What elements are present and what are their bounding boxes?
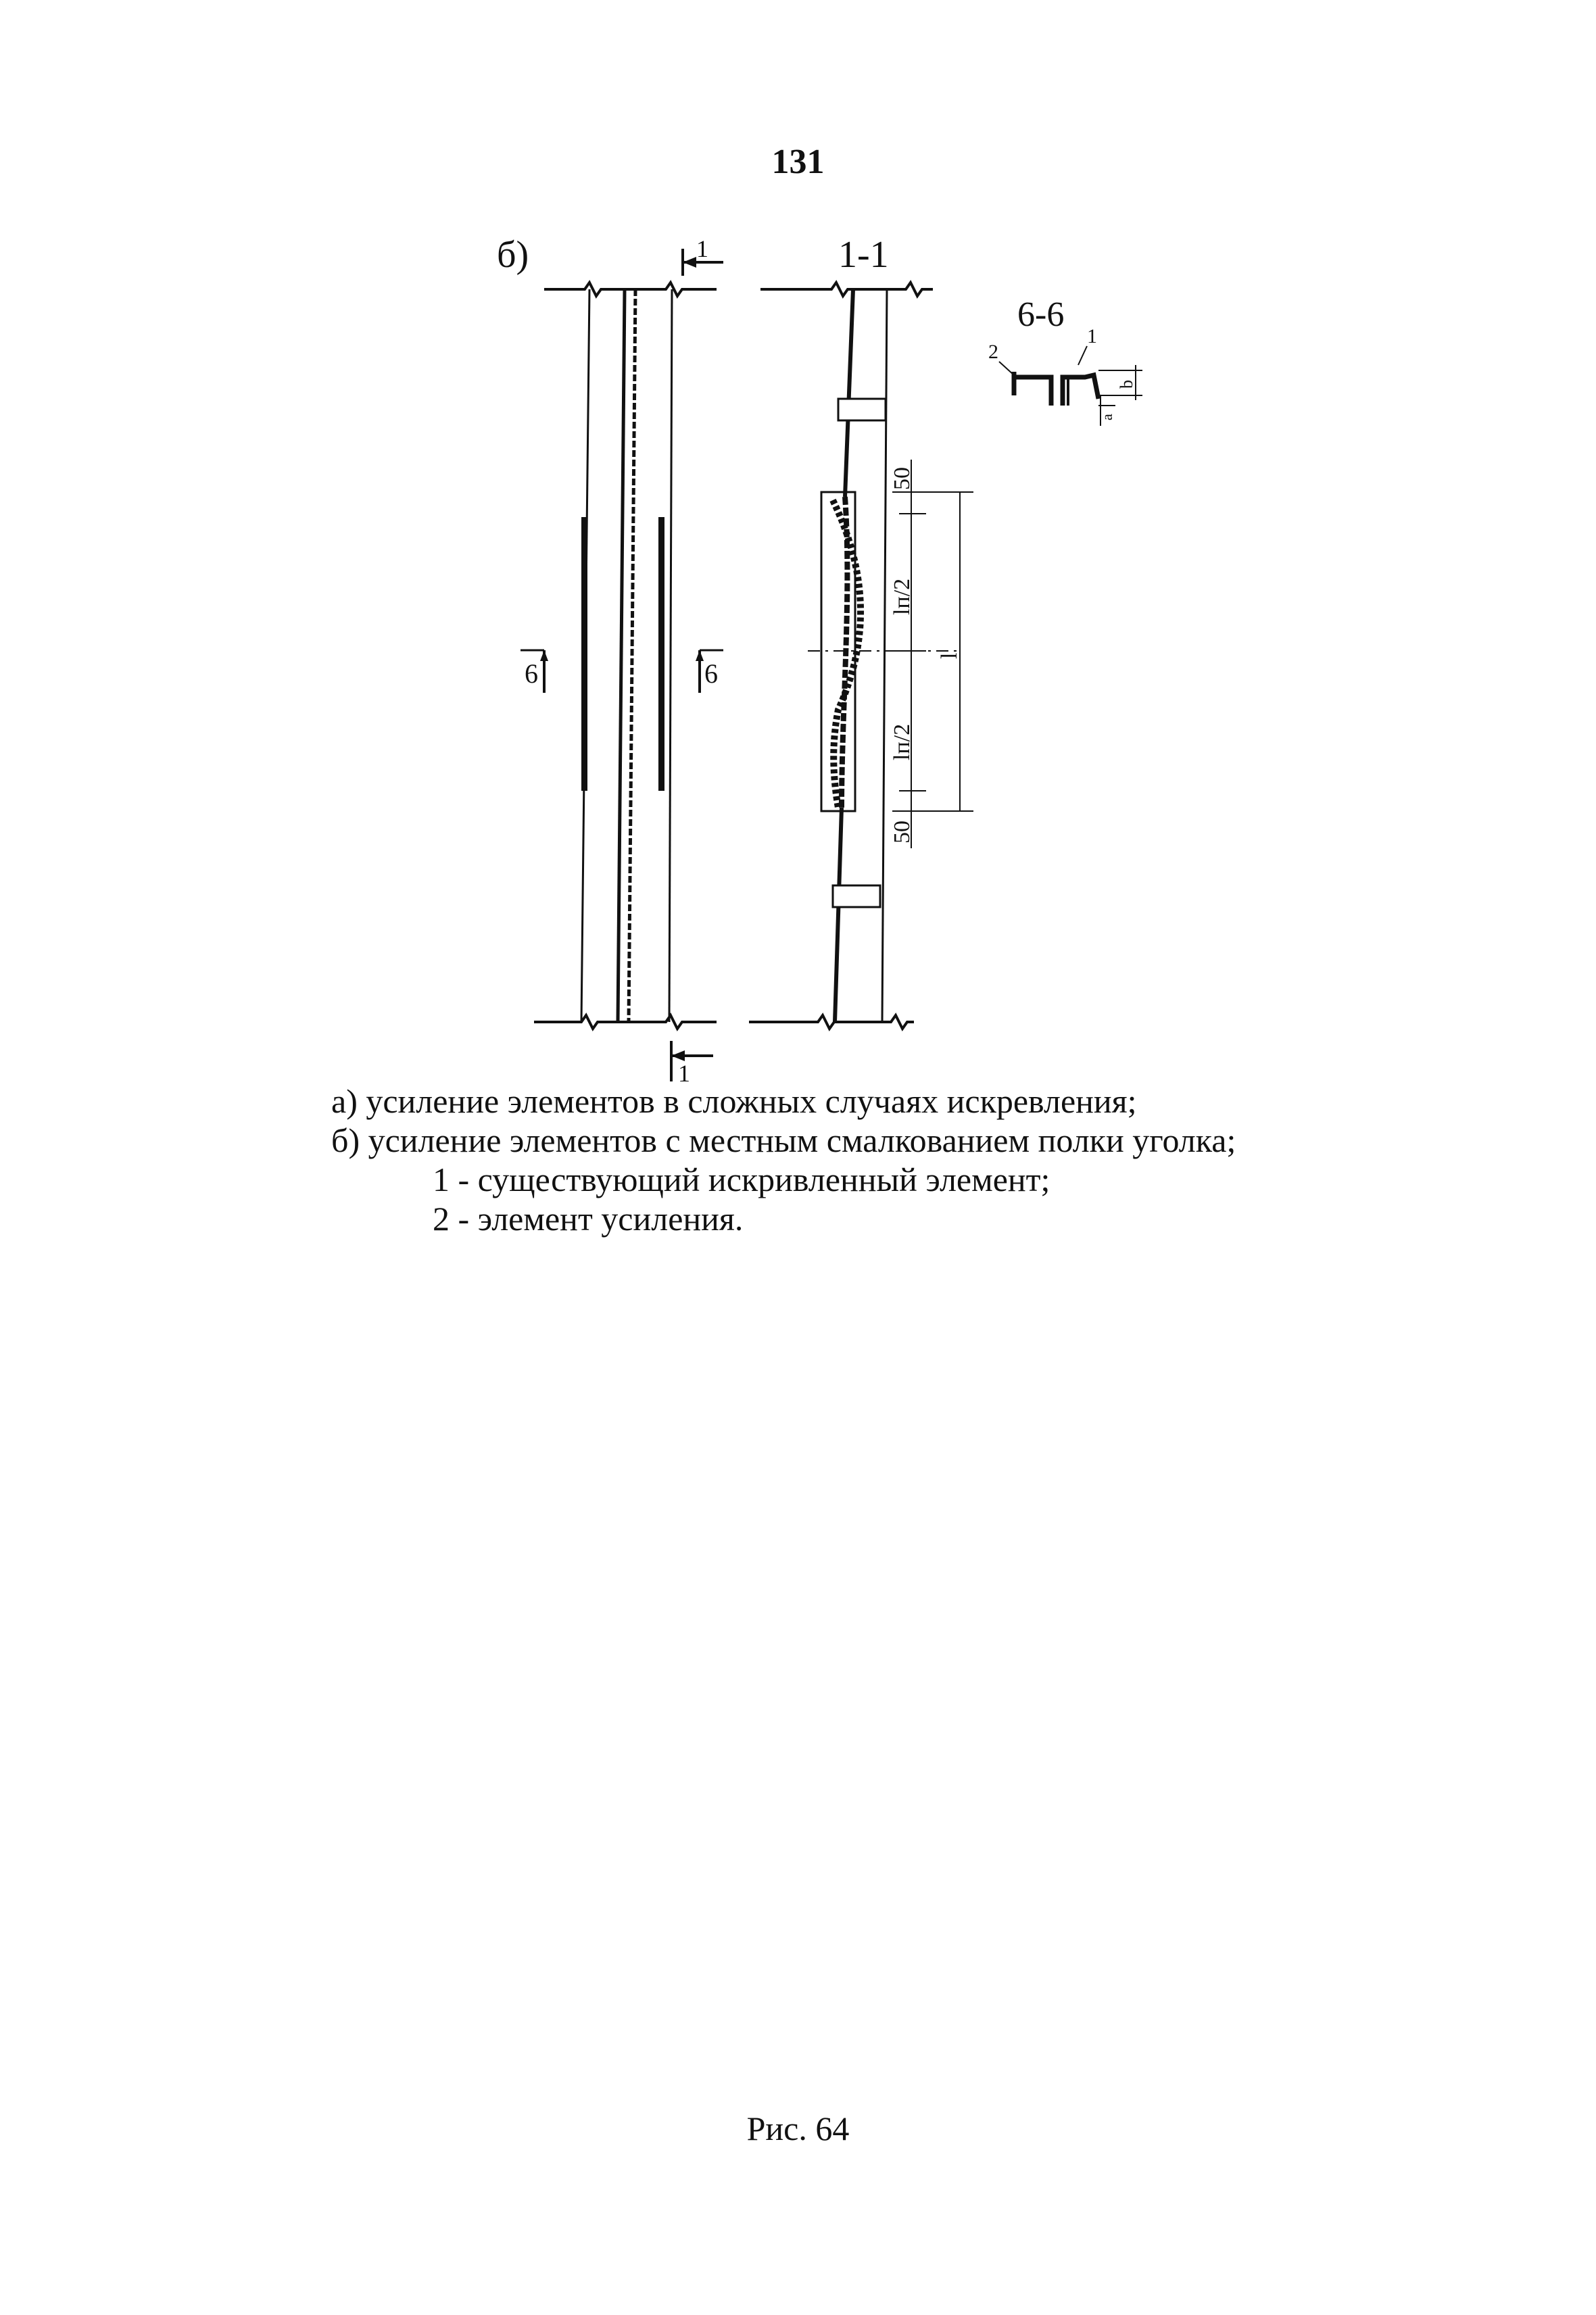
spacer-bottom [833, 885, 880, 907]
existing-element-line-1 [618, 289, 625, 1022]
element-edge-right [669, 289, 672, 1022]
dim-b: b [1117, 380, 1136, 389]
dim-50-bottom: 50 [890, 821, 915, 844]
view-b-label: б) [497, 234, 529, 276]
cut-mark-top [683, 235, 723, 276]
figure-label: Рис. 64 [746, 2110, 850, 2147]
break-line-bottom [534, 1015, 717, 1029]
figure-caption [331, 1081, 1236, 1238]
break-line-top-1-1 [760, 283, 933, 296]
callout-1: 1 [1087, 325, 1097, 347]
dim-l: l [937, 652, 962, 659]
caption-item-1: 1 - существующий искривленный элемент; [433, 1161, 1050, 1198]
existing-element-side-top [845, 289, 853, 497]
break-line-top [544, 283, 717, 296]
view-6-6 [988, 295, 1142, 426]
view-6-6-title: 6-6 [1017, 295, 1065, 334]
dimension-chain [890, 460, 973, 848]
section-mark-left [521, 650, 548, 693]
spacer-top [838, 399, 886, 420]
view-1-1 [749, 234, 973, 1029]
view-1-1-title: 1-1 [838, 234, 889, 276]
break-line-bottom-1-1 [749, 1015, 914, 1029]
existing-element-side-curved [842, 497, 847, 808]
cut-mark-bottom-label: 1 [678, 1060, 690, 1087]
view-b [497, 234, 723, 1087]
cut-mark-top-label: 1 [696, 235, 708, 262]
reinforcement-angle-section [1014, 372, 1051, 406]
section-mark-right [696, 650, 723, 693]
dim-50-top: 50 [890, 467, 915, 490]
dim-half-bottom: lп/2 [890, 723, 915, 760]
existing-element-line-2 [629, 289, 635, 1022]
cut-mark-bottom [671, 1041, 713, 1087]
caption-line-b: б) усиление элементов с местным смалкованием полки уголка; [331, 1121, 1236, 1159]
caption-item-2: 2 - элемент усиления. [433, 1200, 744, 1238]
page-number: 131 [771, 143, 825, 181]
caption-line-a: а) усиление элементов в сложных случаях искревления; [331, 1082, 1137, 1120]
callout-2: 2 [988, 341, 998, 363]
reinforcement-plate-right [658, 517, 664, 791]
dim-a: a [1098, 414, 1115, 420]
section-mark-right-label: 6 [704, 658, 718, 689]
dim-half-top: lп/2 [890, 578, 915, 615]
existing-element-side-bottom [835, 808, 842, 1022]
section-mark-left-label: 6 [525, 658, 538, 689]
reinforcement-plate-left [581, 517, 587, 791]
